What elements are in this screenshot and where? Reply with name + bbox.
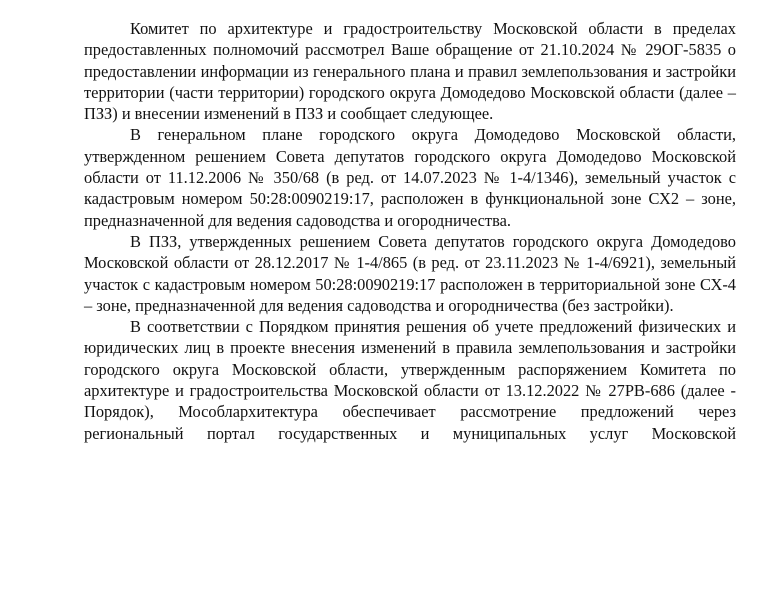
letter-body — [84, 18, 736, 444]
paragraph-general-plan: В генеральном плане городского округа Домодедово Московской области, утвержденном решением Совета депутатов городского округа Домодедово Московской области от 11.12.2006 № 350/68 (в ред. от 14.07.2023 № 1-4/1346), земельный участок с кадастровым номером 50:28:0090219:17, расположен в функциональной зоне СХ2 – зоне, предназначенной для ведения садоводства и огородничества. — [84, 125, 736, 230]
paragraph-procedure: В соответствии с Порядком принятия решения об учете предложений физических и юридических лиц в проекте внесения изменений в правила землепользования и застройки городского округа Московской области, утвержденным распоряжением Комитета по архитектуре и градостроительства Московской области от 13.12.2022 № 27РВ-686 (далее - Порядок), Мособлархитектура обеспечивает рассмотрение предложений через региональный портал государственных и муниципальных услуг Московской — [84, 317, 736, 443]
paragraph-pzz-zone: В ПЗЗ, утвержденных решением Совета депутатов городского округа Домодедово Московской области от 28.12.2017 № 1-4/865 (в ред. от 23.11.2023 № 1-4/6921), земельный участок с кадастровым номером 50:28:0090219:17 расположен в территориальной зоне СХ-4 – зоне, предназначенной для ведения садоводства и огородничества (без застройки). — [84, 231, 736, 315]
paragraph-intro: Комитет по архитектуре и градостроительству Московской области в пределах предоставленных полномочий рассмотрел Ваше обращение от 21.10.2024 № 29ОГ-5835 о предоставлении информации из генерального плана и правил землепользования и застройки территории (части территории) городского округа Домодедово Московской области (далее – ПЗЗ) и внесении изменений в ПЗЗ и сообщает следующее. — [84, 19, 736, 124]
